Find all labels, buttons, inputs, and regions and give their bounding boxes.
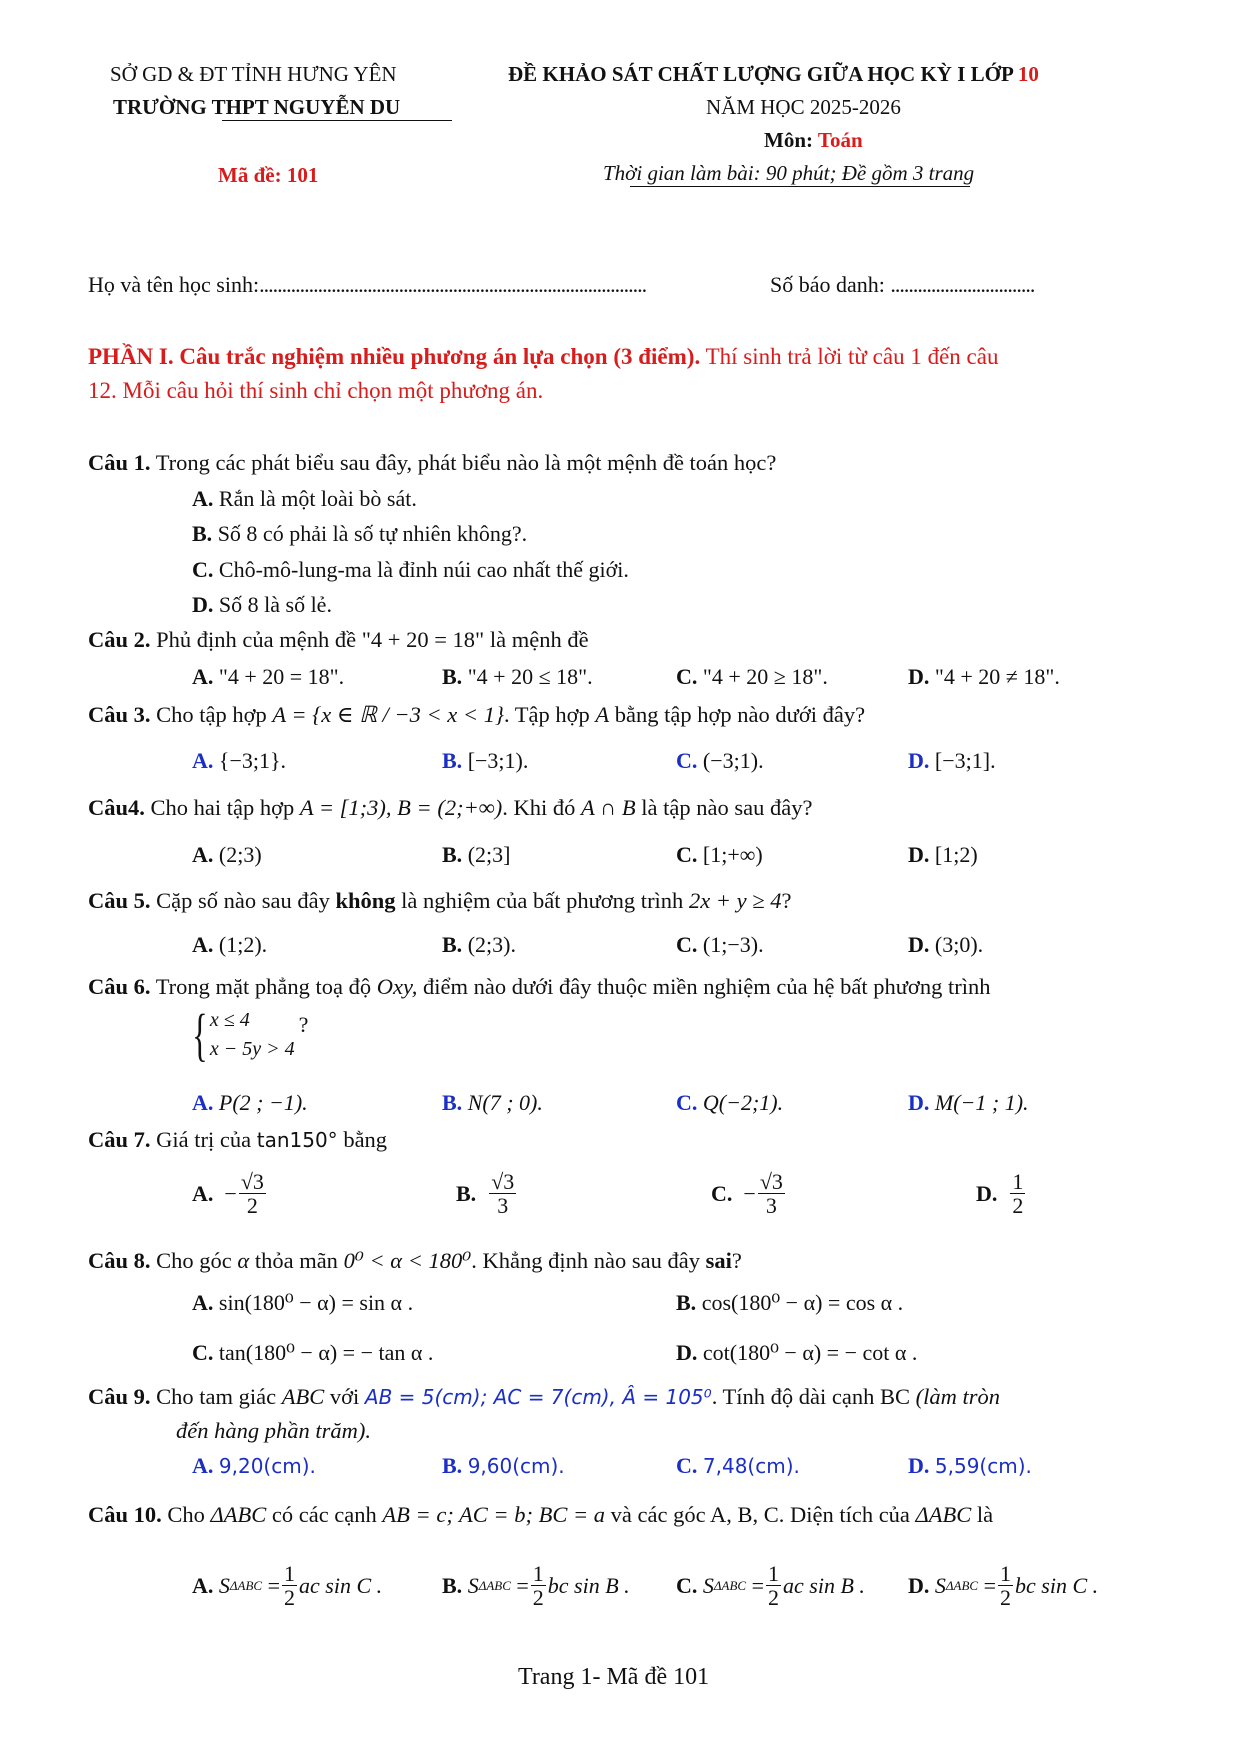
option-text: (2;3] <box>467 842 511 867</box>
q8-option-a <box>192 1290 413 1316</box>
question-text: điểm nào dưới đây thuộc miền nghiệm của hệ bất phương trình <box>423 974 991 999</box>
question-3 <box>88 702 865 728</box>
question-text: là mệnh đề <box>489 627 589 652</box>
option-text: 9,20(cm). <box>218 1454 316 1478</box>
option-text: N(7 ; 0). <box>467 1090 543 1115</box>
question-text: Cho góc <box>156 1248 232 1273</box>
denominator: 2 <box>1012 1193 1024 1219</box>
option-label: A. <box>192 1090 214 1115</box>
q3-option-d <box>908 748 996 774</box>
question-text: và các góc A, B, C. Diện tích của <box>610 1502 910 1527</box>
numerator: 1 <box>1012 1169 1024 1194</box>
question-text: với <box>329 1384 360 1409</box>
option-text: 7,48(cm). <box>702 1454 800 1478</box>
q6-option-c <box>676 1090 783 1116</box>
question-number: Câu 10. <box>88 1502 162 1527</box>
math-expression: AB = c; AC = b; BC = a <box>382 1502 606 1527</box>
math-expression: "4 + 20 = 18" <box>361 627 485 652</box>
option-text: 5,59(cm). <box>934 1454 1032 1478</box>
question-8 <box>88 1248 742 1274</box>
question-1 <box>88 450 776 476</box>
q8-option-b <box>676 1290 903 1316</box>
exam-time: Thời gian làm bài: 90 phút; Đề gồm 3 trang <box>603 161 975 185</box>
q4-option-a <box>192 842 262 868</box>
student-name-dots: ...................................................................................... <box>259 272 647 297</box>
math-symbol: ΔABC <box>210 1502 267 1527</box>
school-underline <box>222 120 452 121</box>
option-text: P(2 ; −1). <box>218 1090 308 1115</box>
option-text: M(−1 ; 1). <box>934 1090 1029 1115</box>
student-id-dots: ................................ <box>890 272 1035 297</box>
option-label: B. <box>442 932 463 957</box>
exam-title-text: ĐỀ KHẢO SÁT CHẤT LƯỢNG GIỮA HỌC KỲ I LỚP <box>508 62 1013 86</box>
option-text: bc sin C . <box>1015 1572 1099 1598</box>
fraction <box>766 1562 781 1609</box>
option-text: cot(180⁰ − α) = − cot α . <box>702 1340 918 1365</box>
q4-option-b <box>442 842 510 868</box>
area-subscript: ΔABC <box>229 1577 263 1593</box>
question-7 <box>88 1127 387 1153</box>
option-label: B. <box>442 1090 463 1115</box>
area-symbol: S <box>218 1572 230 1598</box>
numerator: 1 <box>532 1561 544 1586</box>
school-year: NĂM HỌC 2025-2026 <box>706 95 901 119</box>
question-text: Cho tập hợp <box>156 702 267 727</box>
math-expression: tan150° <box>256 1128 338 1152</box>
question-text: Giá trị của <box>156 1127 252 1152</box>
equals-sign: = <box>751 1572 764 1598</box>
question-text: . Khi đó <box>502 795 576 820</box>
area-symbol: S <box>702 1572 714 1598</box>
part1-desc: Thí sinh trả lời từ câu 1 đến câu <box>705 344 999 369</box>
question-text: thỏa mãn <box>254 1248 338 1273</box>
school-name-text: TRƯỜNG THPT NGUYỄN DU <box>113 95 401 119</box>
brace-symbol: { <box>192 1002 208 1067</box>
q2-option-a <box>192 664 344 690</box>
question-text: Trong các phát biểu sau đây, phát biểu nào là một mệnh đề toán học? <box>155 450 777 475</box>
fraction <box>282 1562 297 1609</box>
option-text: Q(−2;1). <box>702 1090 784 1115</box>
option-text: (1;2). <box>218 932 268 957</box>
question-text: là nghiệm của bất phương trình <box>401 888 684 913</box>
denominator: 2 <box>284 1585 295 1611</box>
question-text: là <box>976 1502 994 1527</box>
q3-option-a <box>192 748 286 774</box>
option-label: B. <box>442 1572 463 1598</box>
option-text: "4 + 20 ≠ 18". <box>934 664 1060 689</box>
q2-option-c <box>676 664 828 690</box>
question-text: Cho tam giác <box>156 1384 277 1409</box>
equals-sign: = <box>983 1572 996 1598</box>
option-label: D. <box>908 932 930 957</box>
option-label: A. <box>192 486 214 511</box>
question-text: có các cạnh <box>271 1502 377 1527</box>
question-9-note: đến hàng phần trăm). <box>176 1418 371 1443</box>
q1-option-a <box>192 486 417 512</box>
option-label: D. <box>976 1180 998 1206</box>
option-text: [−3;1). <box>467 748 529 773</box>
option-text: cos(180⁰ − α) = cos α . <box>701 1290 904 1315</box>
option-label: A. <box>192 748 214 773</box>
question-number: Câu 2. <box>88 627 151 652</box>
school-name <box>113 95 400 120</box>
numerator: 1 <box>284 1561 295 1586</box>
math-expression: A = [1;3), B = (2;+∞) <box>299 795 503 820</box>
question-text: . Tập hợp <box>503 702 590 727</box>
numerator: √3 <box>240 1169 264 1194</box>
option-label: B. <box>442 1453 463 1478</box>
option-label: C. <box>676 1453 698 1478</box>
question-number: Câu 6. <box>88 974 151 999</box>
math-expression: 0⁰ < α < 180⁰ <box>343 1248 472 1273</box>
time-underline <box>630 186 970 187</box>
question-9 <box>88 1384 1000 1410</box>
student-id-label: Số báo danh: <box>770 272 885 297</box>
question-number: Câu 8. <box>88 1248 151 1273</box>
student-name-field <box>88 272 646 298</box>
option-label: C. <box>676 842 698 867</box>
subject-label: Môn: <box>764 128 813 152</box>
student-name-label: Họ và tên học sinh: <box>88 272 260 297</box>
q4-option-c <box>676 842 763 868</box>
denominator: 2 <box>246 1193 258 1219</box>
part1-heading <box>88 344 998 370</box>
fraction <box>758 1170 785 1217</box>
option-text: Rắn là một loài bò sát. <box>218 486 417 511</box>
area-symbol: S <box>934 1572 946 1598</box>
minus-sign: − <box>743 1180 756 1206</box>
option-label: C. <box>676 1572 698 1598</box>
fraction <box>998 1562 1013 1609</box>
numerator: √3 <box>759 1169 783 1194</box>
inequality-system <box>186 1002 309 1067</box>
q9-option-b <box>442 1453 565 1479</box>
option-text: ac sin B . <box>783 1572 865 1598</box>
emphasis-text: sai <box>705 1248 732 1273</box>
option-text: (1;−3). <box>702 932 764 957</box>
equals-sign: = <box>267 1572 280 1598</box>
option-text: tan(180⁰ − α) = − tan α . <box>218 1340 434 1365</box>
q9-option-c <box>676 1453 800 1479</box>
question-text: bằng tập hợp nào dưới đây? <box>614 702 866 727</box>
minus-sign: − <box>224 1180 237 1206</box>
question-number: Câu4. <box>88 795 145 820</box>
option-label: B. <box>442 842 463 867</box>
page-footer: Trang 1- Mã đề 101 <box>518 1664 710 1690</box>
question-text: Cho <box>167 1502 205 1527</box>
q10-option-b <box>442 1562 630 1609</box>
math-symbol: ΔABC <box>915 1502 972 1527</box>
numerator: 1 <box>1000 1561 1011 1586</box>
option-label: C. <box>676 1090 698 1115</box>
option-text: Số 8 có phải là số tự nhiên không?. <box>217 521 528 546</box>
math-expression: AB = 5(cm); AC = 7(cm), Â = 105⁰ <box>364 1385 712 1409</box>
q6-option-d <box>908 1090 1029 1116</box>
area-subscript: ΔABC <box>945 1577 979 1593</box>
fraction <box>239 1170 266 1217</box>
option-label: D. <box>908 1572 930 1598</box>
option-label: B. <box>442 748 463 773</box>
option-label: C. <box>192 557 214 582</box>
q4-option-d <box>908 842 978 868</box>
area-symbol: S <box>467 1572 479 1598</box>
question-text: Trong mặt phẳng toạ độ <box>155 974 372 999</box>
question-text: Cho hai tập hợp <box>150 795 295 820</box>
q5-option-b <box>442 932 516 958</box>
q5-option-a <box>192 932 267 958</box>
q10-option-a <box>192 1562 382 1609</box>
option-label: D. <box>676 1340 698 1365</box>
question-4 <box>88 795 812 821</box>
option-text: [1;+∞) <box>702 842 763 867</box>
math-expression: 2x + y ≥ 4 <box>688 888 782 913</box>
option-label: A. <box>192 664 214 689</box>
area-subscript: ΔABC <box>713 1577 747 1593</box>
q1-option-b <box>192 521 527 547</box>
option-text: {−3;1}. <box>218 748 287 773</box>
numerator: 1 <box>768 1561 779 1586</box>
option-text: "4 + 20 = 18". <box>218 664 345 689</box>
question-number: Câu 7. <box>88 1127 151 1152</box>
exam-code: Mã đề: 101 <box>218 163 319 187</box>
q5-option-d <box>908 932 983 958</box>
q5-option-c <box>676 932 764 958</box>
q2-option-d <box>908 664 1060 690</box>
denominator: 2 <box>1000 1585 1011 1611</box>
option-text: (3;0). <box>934 932 984 957</box>
q9-option-d <box>908 1453 1032 1479</box>
q2-option-b <box>442 664 593 690</box>
question-number: Câu 9. <box>88 1384 151 1409</box>
q7-option-a <box>192 1170 268 1217</box>
system-row-1: x ≤ 4 <box>209 1009 250 1031</box>
subject-value: Toán <box>817 128 863 152</box>
denominator: 3 <box>497 1193 509 1219</box>
fraction <box>489 1170 516 1217</box>
option-text: (−3;1). <box>702 748 764 773</box>
denominator: 2 <box>532 1585 544 1611</box>
option-label: B. <box>442 664 463 689</box>
option-label: C. <box>711 1180 733 1206</box>
question-6 <box>88 974 990 1000</box>
option-label: A. <box>192 1290 214 1315</box>
option-label: D. <box>908 664 930 689</box>
question-text: Cặp số nào sau đây <box>156 888 330 913</box>
option-text: Chô-mô-lung-ma là đỉnh núi cao nhất thế giới. <box>218 557 629 582</box>
option-label: A. <box>192 1453 214 1478</box>
exam-title <box>508 62 1039 87</box>
q3-option-c <box>676 748 764 774</box>
option-label: A. <box>192 1180 214 1206</box>
q10-option-d <box>908 1562 1098 1609</box>
option-text: bc sin B . <box>547 1572 630 1598</box>
math-symbol: A <box>595 702 610 727</box>
option-label: C. <box>676 664 698 689</box>
option-text: (2;3). <box>467 932 516 957</box>
q6-option-a <box>192 1090 308 1116</box>
option-label: D. <box>908 748 930 773</box>
option-label: D. <box>908 1090 930 1115</box>
q8-option-d <box>676 1340 917 1366</box>
q10-option-c <box>676 1562 865 1609</box>
q6-option-b <box>442 1090 543 1116</box>
question-text: ? <box>731 1248 742 1273</box>
question-number: Câu 5. <box>88 888 151 913</box>
option-text: "4 + 20 ≥ 18". <box>702 664 828 689</box>
option-text: "4 + 20 ≤ 18". <box>467 664 593 689</box>
option-text: sin(180⁰ − α) = sin α . <box>218 1290 414 1315</box>
fraction <box>531 1562 546 1609</box>
option-text: [1;2) <box>934 842 978 867</box>
question-text: ? <box>781 888 792 913</box>
question-text: Phủ định của mệnh đề <box>156 627 357 652</box>
option-label: A. <box>192 842 214 867</box>
q1-option-c <box>192 557 629 583</box>
option-text: 9,60(cm). <box>467 1454 565 1478</box>
emphasis-text: không <box>335 888 396 913</box>
denominator: 3 <box>765 1193 777 1219</box>
math-symbol: α <box>237 1248 250 1273</box>
option-label: A. <box>192 932 214 957</box>
question-text: bằng <box>343 1127 388 1152</box>
option-label: C. <box>192 1340 214 1365</box>
student-id-field <box>770 272 1034 298</box>
option-text: ac sin C . <box>299 1572 383 1598</box>
q7-option-d <box>976 1170 1027 1217</box>
option-label: C. <box>676 932 698 957</box>
option-label: D. <box>192 592 214 617</box>
equals-sign: = <box>516 1572 529 1598</box>
part1-desc-2: 12. Mỗi câu hỏi thí sinh chỉ chọn một phương án. <box>88 378 544 403</box>
numerator: √3 <box>491 1169 515 1194</box>
q3-option-b <box>442 748 528 774</box>
option-label: C. <box>676 748 698 773</box>
option-label: B. <box>192 521 213 546</box>
option-label: B. <box>676 1290 697 1315</box>
question-note: (làm tròn <box>915 1384 1001 1409</box>
system-row-2: x − 5y > 4 <box>209 1038 295 1060</box>
q9-option-a <box>192 1453 316 1479</box>
question-10 <box>88 1502 993 1528</box>
math-symbol: Oxy, <box>376 974 418 999</box>
math-expression: A = {x ∈ ℝ / −3 < x < 1} <box>272 702 504 727</box>
q7-option-c <box>711 1170 787 1217</box>
q1-option-d <box>192 592 332 618</box>
q8-option-c <box>192 1340 433 1366</box>
area-subscript: ΔABC <box>478 1577 511 1593</box>
question-2 <box>88 627 589 653</box>
question-5 <box>88 888 791 914</box>
exam-grade: 10 <box>1017 62 1039 86</box>
denominator: 2 <box>768 1585 779 1611</box>
question-number: Câu 3. <box>88 702 151 727</box>
option-label: A. <box>192 1572 214 1598</box>
question-text: . Khẳng định nào sau đây <box>471 1248 700 1273</box>
option-text: (2;3) <box>218 842 262 867</box>
option-label: D. <box>908 1453 930 1478</box>
option-text: Số 8 là số lẻ. <box>218 592 332 617</box>
option-text: [−3;1]. <box>934 748 996 773</box>
part1-title: PHẦN I. Câu trắc nghiệm nhiều phương án lựa chọn (3 điểm). <box>88 344 701 369</box>
math-expression: A ∩ B <box>581 795 636 820</box>
question-text: . Tính độ dài cạnh BC <box>711 1384 911 1409</box>
option-label: B. <box>456 1180 477 1206</box>
question-mark: ? <box>298 1012 309 1037</box>
fraction <box>1010 1170 1025 1217</box>
subject <box>764 128 863 153</box>
department-name: SỞ GD & ĐT TỈNH HƯNG YÊN <box>110 62 397 86</box>
question-text: là tập nào sau đây? <box>641 795 813 820</box>
q7-option-b <box>456 1170 518 1217</box>
question-number: Câu 1. <box>88 450 151 475</box>
math-symbol: ABC <box>281 1384 325 1409</box>
option-label: D. <box>908 842 930 867</box>
